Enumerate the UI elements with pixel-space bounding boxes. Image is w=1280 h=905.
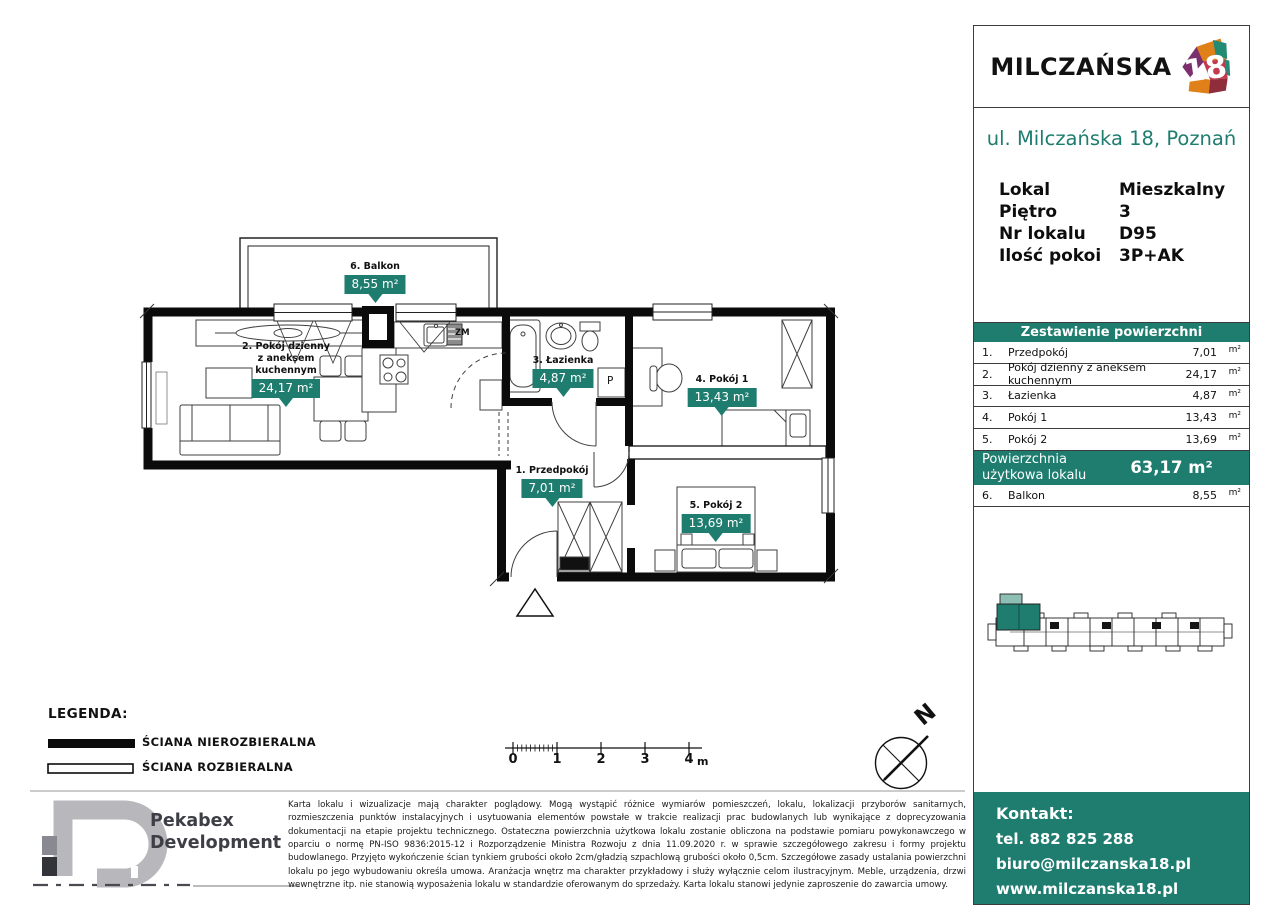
disclaimer-text: Karta lokalu i wizualizacje mają charakter poglądowy. Mogą wystąpić różnice wymiarów pomieszczeń, lokalu, lokalizacji przyborów sanitarnych, rozmieszczenia punktów instalacyjnych i usytuowania elementów powstałe w trakcie realizacji prac budowlanych lub wynikające z doprecyzowania dokumentacji na etapie projektu technicznego. Ostateczna powierzchnia użytkowa lokalu zostanie obliczona na podstawie pomiaru powykonawczego w oparciu o normę PN-ISO 9836:2015-12 i Rozporządzenie Ministra Rozwoju z dnia 11.09.2020 r. w sprawie szczegółowego zakresu i formy projektu budowlanego. Przyjęto wykończenie ścian tynkiem grubości około 2cm/gładzią szpachlową grubości około 0,5cm. Szczegółowe zasady ustalania powierzchni lokalu po jego wybudowaniu określa umowa. Aranżacja wnętrz ma charakter przykładowy i służy wyłącznie celom ilustracyjnym. Meble, urządzenia, drzwi wewnętrzne itp. nie stanowią wyposażenia lokalu w standardzie oferowanym do sprzedaży. Karta lokalu stanowi jedynie zaproszenie do zawarcia umowy. bbox=[288, 800, 966, 890]
row-unit: m² bbox=[1228, 488, 1241, 499]
row-unit: m² bbox=[1228, 432, 1241, 443]
room-area-badge: 8,55 m² bbox=[344, 275, 405, 294]
row-number: 6. bbox=[982, 488, 993, 502]
contact-website[interactable]: www.milczanska18.pl bbox=[996, 880, 1179, 898]
dishwasher-label: ZM bbox=[455, 328, 470, 338]
building-locator bbox=[984, 586, 1239, 681]
contact-title: Kontakt: bbox=[996, 804, 1074, 823]
row-value: 4,87 bbox=[1192, 389, 1217, 403]
detail-value: 3 bbox=[1119, 202, 1131, 222]
legend-bars bbox=[48, 739, 135, 773]
unit-details bbox=[999, 180, 1249, 268]
contact-email[interactable]: biuro@milczanska18.pl bbox=[996, 855, 1192, 873]
brand-line2: Development bbox=[150, 833, 282, 853]
legend-item-hollow-wall: ŚCIANA ROZBIERALNA bbox=[142, 760, 294, 774]
detail-row-pietro bbox=[999, 202, 1249, 224]
room-name: 4. Pokój 1 bbox=[695, 374, 749, 385]
row-name: Przedpokój bbox=[1008, 345, 1068, 359]
room-name: 1. Przedpokój bbox=[515, 465, 589, 476]
table-row bbox=[974, 429, 1249, 451]
row-number: 4. bbox=[982, 411, 993, 425]
area-table-header: Zestawienie powierzchni bbox=[974, 323, 1249, 342]
row-value: 24,17 bbox=[1185, 367, 1217, 381]
scale-tick-4: 4 bbox=[684, 752, 694, 767]
row-unit: m² bbox=[1228, 410, 1241, 421]
scale-tick-0: 0 bbox=[508, 752, 518, 767]
row-number: 5. bbox=[982, 433, 993, 447]
detail-value: D95 bbox=[1119, 224, 1157, 244]
logo-section bbox=[974, 26, 1249, 108]
shaft-inner bbox=[369, 314, 387, 340]
row-name: Pokój 1 bbox=[1008, 411, 1048, 425]
room-label-balcony bbox=[344, 261, 405, 294]
room-name: 5. Pokój 2 bbox=[689, 500, 743, 511]
scale-unit: m bbox=[697, 755, 709, 768]
row-number: 1. bbox=[982, 345, 993, 359]
table-row bbox=[974, 407, 1249, 429]
address-section bbox=[974, 127, 1249, 323]
logo-number: 18 bbox=[1181, 48, 1229, 90]
row-value: 13,69 bbox=[1185, 433, 1217, 447]
contact-phone: tel. 882 825 288 bbox=[996, 830, 1134, 848]
room-label-bathroom bbox=[532, 355, 593, 388]
row-name: Pokój 2 bbox=[1008, 433, 1048, 447]
detail-row-nr-lokalu bbox=[999, 224, 1249, 246]
total-area-row bbox=[974, 451, 1249, 485]
row-name: Pokój dzienny z aneksem kuchennym bbox=[1008, 361, 1147, 388]
scale-tick-1: 1 bbox=[552, 752, 562, 767]
radiator bbox=[156, 372, 167, 424]
detail-row-ilosc-pokoi bbox=[999, 246, 1249, 268]
room-area-badge: 24,17 m² bbox=[252, 379, 321, 398]
row-number: 2. bbox=[982, 367, 993, 381]
detail-label: Piętro bbox=[999, 202, 1058, 222]
row-number: 3. bbox=[982, 389, 993, 403]
room-area-badge: 13,43 m² bbox=[688, 388, 757, 407]
legend-item-solid-wall: ŚCIANA NIEROZBIERALNA bbox=[142, 735, 317, 749]
detail-row-lokal bbox=[999, 180, 1249, 202]
detail-label: Lokal bbox=[999, 180, 1051, 200]
row-value: 13,43 bbox=[1185, 411, 1217, 425]
detail-label: Nr lokalu bbox=[999, 224, 1086, 244]
entrance-marker bbox=[517, 589, 553, 616]
logo-wordmark: MILCZAŃSKA bbox=[990, 52, 1172, 81]
developer-brand bbox=[150, 810, 281, 854]
room-label-room1 bbox=[688, 374, 757, 407]
brand-line1: Pekabex bbox=[150, 811, 234, 831]
detail-value: 3P+AK bbox=[1119, 246, 1184, 266]
room-area-badge: 4,87 m² bbox=[532, 369, 593, 388]
detail-value: Mieszkalny bbox=[1119, 180, 1226, 200]
room-area-badge: 13,69 m² bbox=[682, 514, 751, 533]
total-area-value: 63,17 m² bbox=[1130, 458, 1213, 478]
scale-tick-3: 3 bbox=[640, 752, 650, 767]
north-compass-icon bbox=[876, 736, 929, 789]
row-value: 8,55 bbox=[1192, 488, 1217, 502]
room-label-hall bbox=[515, 465, 588, 498]
row-name: Balkon bbox=[1008, 488, 1046, 502]
room-label-living bbox=[238, 341, 334, 398]
detail-label: Ilość pokoi bbox=[999, 246, 1102, 266]
row-value: 7,01 bbox=[1192, 345, 1217, 359]
wall-hollow bbox=[629, 446, 826, 459]
info-sidebar bbox=[973, 25, 1250, 905]
washer-label: P bbox=[607, 375, 614, 387]
address-text: ul. Milczańska 18, Poznań bbox=[986, 127, 1237, 150]
north-label: N bbox=[909, 698, 942, 732]
room-name: 6. Balkon bbox=[350, 261, 400, 272]
table-row-balcony bbox=[974, 485, 1249, 507]
total-area-label: Powierzchnia użytkowa lokalu bbox=[982, 452, 1087, 483]
room-label-room2 bbox=[682, 500, 751, 533]
row-unit: m² bbox=[1228, 345, 1241, 356]
row-name: Łazienka bbox=[1008, 389, 1057, 403]
contact-box bbox=[974, 792, 1249, 904]
scale-tick-2: 2 bbox=[596, 752, 606, 767]
furniture-hall bbox=[558, 502, 622, 572]
room-area-badge: 7,01 m² bbox=[521, 479, 582, 498]
logo-18-icon bbox=[1175, 37, 1233, 97]
row-unit: m² bbox=[1228, 388, 1241, 399]
table-row bbox=[974, 386, 1249, 408]
room-name: 2. Pokój dzienny z aneksem kuchennym bbox=[242, 341, 330, 376]
row-unit: m² bbox=[1228, 367, 1241, 378]
table-row bbox=[974, 361, 1249, 388]
room-name: 3. Łazienka bbox=[532, 355, 594, 366]
legend-title: LEGENDA: bbox=[48, 706, 128, 722]
